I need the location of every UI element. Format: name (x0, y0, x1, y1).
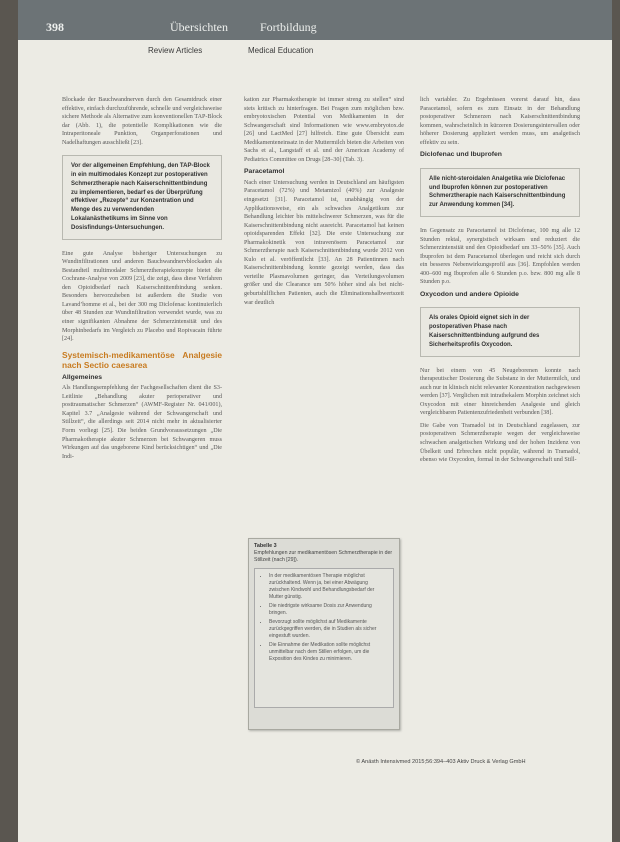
column-3 (420, 96, 580, 469)
column-1 (62, 96, 222, 465)
table-body (254, 568, 394, 708)
page-footer: © Anästh Intensivmed 2015;56:394–403 Aktiv Druck & Verlag GmbH (356, 759, 526, 765)
col3-paragraph-2: Im Gegensatz zu Paracetamol ist Diclofenac, 100 mg alle 12 Stunden rektal, synergistisch wirksam und reduziert die Schmerzintensität und den Opioidbedarf um 33–50% [35]. Auch Ibuprofen ist dem Paracetamol überlegen und reicht sich durch ein besseres Nebenwirkungsprofil aus [36]. Empfohlen werden 400–600 mg Ibuprofen alle 6 Stunden p.o. bzw. 800 mg alle 8 Stunden p.o. (420, 228, 580, 286)
section-heading-systemic-analgesia: Systemisch-medikamentöse Analgesie nach Sectio caesarea (62, 349, 222, 370)
key-statement-box-3: Als orales Opioid eignet sich in der postoperativen Phase nach Kaiserschnittentbindung aufgrund des Sicherheitsprofils Oxycodon. (420, 307, 580, 356)
subheading-diclofenac-ibuprofen: Diclofenac und Ibuprofen (420, 151, 502, 159)
key-statement-box-1: Vor der allgemeinen Empfehlung, den TAP-Block in ein multimodales Konzept zur postoperativen Schmerztherapie nach Kaiserschnittentbindung zu implementieren, bedarf es der Überprüfung effektiver „Rezepte“ zur Konzentration und Menge des zu verwendenden Lokalanästhetikums im Sinne von Dosisfindungs-Untersuchungen. (62, 155, 222, 239)
header-band (18, 0, 612, 40)
col1-paragraph-3: Als Handlungsempfehlung der Fachgesellschaften dient die S3-Leitlinie „Behandlung akuter perioperativer und posttraumatischer Schmerzen“ (AWMF-Register Nr. 041/001), Kapitel 3.7 „Analgesie während der Schwangerschaft und Stillzeit“, die allerdings seit 2014 nicht mehr in aktualisierter Form vorliegt [25]. Die beiden Grundvoraussetzungen „Die Pharmakotherapie akuter Schmerzen bei Schwangeren muss Wirkungen auf das ungeborene Kind berücksichtigen“ und „Die Indi- (62, 385, 222, 460)
header-review-articles: Review Articles (148, 46, 203, 55)
table-item: • Die niedrigste wirksame Dosis zur Anwendung bringen. (269, 603, 388, 617)
table-item: • In der medikamentösen Therapie möglichst zurückhaltend. Wenn ja, bei einer Abwägung zwischen Kindwohl und Behandlungsbedarf der Mutter günstig. (269, 573, 388, 601)
subheading-paracetamol: Paracetamol (244, 168, 285, 176)
subheading-oxycodon: Oxycodon und andere Opioide (420, 290, 519, 298)
section-title: Übersichten (170, 20, 228, 34)
table-item: • Die Einnahme der Medikation sollte möglichst unmittelbar nach dem Stillen erfolgen, um die Exposition des Kindes zu minimieren. (269, 642, 388, 663)
col1-paragraph-2: Eine gute Analyse bisheriger Untersuchungen zu Wundinfiltrationen und anderen Bauchwandnervblockaden als Bestandteil multimodaler Schmerztherapiekonzepte bietet die Cochrane-Analyse von 2009 [23], die zeigt, dass diese Verfahren den Opioidbedarf nach Kaiserschnittentbindung senken. Besonders hervorzuheben ist außerdem die Studie von Lavand’homme et al., bei der 300 mg Diclofenac kontinuierlich über 48 Stunden zur Wundinfiltration verwendet wurde, was zu einer signifikanten Abnahme der Schmerzintensität und des Morphinbedarfs im Vergleich zu Placebo und Ropivacain führte [24]. (62, 250, 222, 343)
col2-paragraph-2: Nach einer Untersuchung werden in Deutschland am häufigsten Paracetamol (72%) und Metamizol (40%) zur Analgesie eingesetzt [31]. Paracetamol ist, unabhängig von der Applikationsweise, ein als schwaches Analgetikum zur Behandlung leichter bis mittelschwerer Schmerzen, was für die Kaiserschnittentbindung nicht ausreicht. Paracetamol hat keinen opioidsparenden Effekt [32]. Die erste Untersuchung zur Pharmakokinetik von intravenösem Paracetamol zur Schmerztherapie nach Kaiserschnittentbindung wurde 2012 von Kulo et al. veröffentlicht [33]. An 28 Patientinnen nach Kaiserschnittentbindung konnte gezeigt werden, dass das verteilte Plasmavolumen geringer, das Verteilungsvolumen größer und die Clearance um 50% höher sind als bei nicht-geburtshilflichen Patienten, auch die Eliminationshalbwertszeit war deutlich (244, 179, 404, 306)
table-item: • Bevorzugt sollte möglichst auf Medikamente zurückgegriffen werden, die in Studien als sicher eingestuft wurden. (269, 619, 388, 640)
key-statement-box-2: Alle nicht-steroidalen Analgetika wie Diclofenac und Ibuprofen können zur postoperativen Schmerztherapie nach Kaiserschnittentbindung zur Anwendung kommen [34]. (420, 168, 580, 217)
journal-page (18, 0, 612, 842)
table-title: Tabelle 3 (254, 543, 277, 549)
column-2 (244, 96, 404, 311)
section-subtitle: Fortbildung (260, 20, 317, 34)
page-number: 398 (46, 20, 64, 34)
subheading-general: Allgemeines (62, 373, 103, 381)
col2-paragraph-1: kation zur Pharmakotherapie ist immer streng zu stellen“ sind stets kritisch zu hinterfragen. Bei Fragen zum möglichen bzw. embryotoxischen Potential von Medikamenten in der Schwangerschaft sind Informationen wie www.embryotox.de [26] und LactMed [27] hilfreich. Eine gute Übersicht zum Medikamenteneinsatz in der Muttermilch bieten die Arbeiten von Sachs et al., Langstaff et al. und der American Academy of Pediatrics Committee on Drugs [28–30] (Tab. 3). (244, 97, 404, 163)
col3-paragraph-4: Die Gabe von Tramadol ist in Deutschland zugelassen, zur postoperativen Schmerztherapie wegen der vergleichsweise schwachen analgetischen Wirkung und der hohen Inzidenz von Übelkeit und Erbrechen nicht populär, während in Tramadol, ebenso wie Oxycodon, formal in der Schwangerschaft und Still- (420, 422, 580, 464)
col3-paragraph-3: Nur bei einem von 45 Neugeborenen konnte nach therapeutischer Dosierung die Substanz in der Muttermilch, und auch nur in klinisch nicht relevanter Konzentration nachgewiesen werden [37]. Verglichen mit intrathekalem Morphin zeichnet sich Oxycodon mit einer hinreichenden Analgesie und gleich vergleichbaren Patientenzufriedenheit verbunden [38]. (420, 367, 580, 417)
table-caption: Empfehlungen zur medikamentösen Schmerztherapie in der Stillzeit (nach [29]). (254, 550, 393, 563)
col1-paragraph-1: Blockade der Bauchwandnerven durch den Gesamtdruck einer effektive, einfach durchzuführende, schnelle und vergleichsweise sichere Methode als Alternative zum konventionellen TAP-Block dar (Abb. 1), die potentielle Komplikationen wie die Intraperitoneale Punktion, Organperforationen und Nadelhaftungen ausschließt [23]. (62, 97, 222, 146)
col3-paragraph-1: lich variabler. Zu Ergebnissen vorerst darauf hin, dass Paracetamol, sofern es zum Einsatz in der Behandlung postoperativer Schmerzen nach Kaiserschnittentbindung kommen, wahrscheinlich in kürzeren Dosierungsintervallen oder höherer Dosierung appliziert werden muss, um analgetisch effektiv zu sein. (420, 97, 580, 146)
table-3 (248, 538, 400, 730)
header-medical-education: Medical Education (248, 46, 314, 55)
